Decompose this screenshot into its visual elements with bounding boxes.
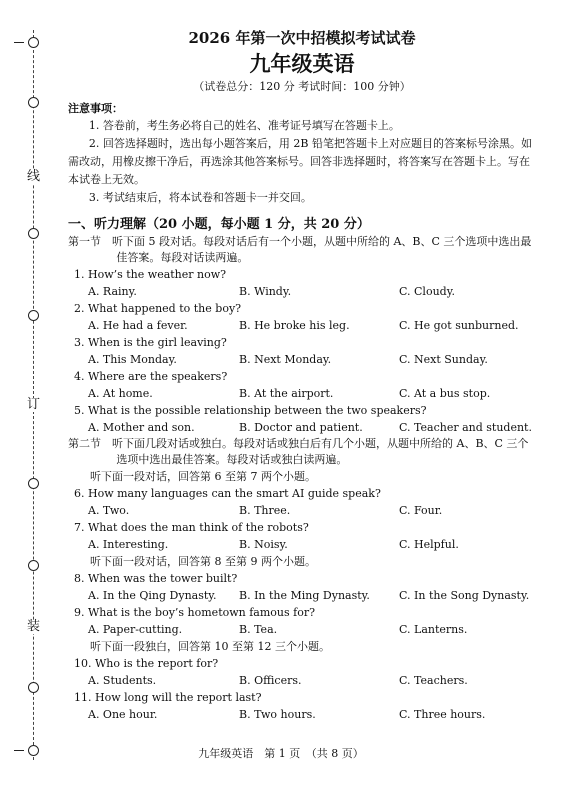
option-c: C. Lanterns. <box>399 623 468 636</box>
option-c: C. Four. <box>399 504 443 517</box>
question-options <box>68 706 536 723</box>
question-options <box>68 621 536 638</box>
option-b: B. Officers. <box>239 674 302 687</box>
option-a: A. Mother and son. <box>88 421 195 434</box>
option-b: B. Two hours. <box>239 708 316 721</box>
question-stem: 5. What is the possible relationship between the two speakers? <box>74 404 427 417</box>
option-b: B. Next Monday. <box>239 353 332 366</box>
option-c: C. Teachers. <box>399 674 468 687</box>
notice-heading: 注意事项： <box>68 102 123 115</box>
question-group <box>68 655 536 723</box>
question-options <box>68 419 536 436</box>
part-instruction: 第一节 听下面 5 段对话。每段对话后有一个小题，从题中所给的 A、B、C 三个选项中选出最佳答案。每段对话读两遍。 <box>68 235 532 264</box>
option-c: C. He got sunburned. <box>399 319 519 332</box>
page-footer: 九年级英语 第 1 页 （共 8 页） <box>198 747 364 760</box>
option-c: C. Cloudy. <box>399 285 455 298</box>
option-a: A. This Monday. <box>88 353 177 366</box>
binding-hole <box>28 682 39 693</box>
option-a: A. At home. <box>88 387 153 400</box>
exam-page <box>68 28 536 723</box>
binding-label: 订 <box>27 397 41 412</box>
question-group <box>68 570 536 638</box>
question-stem: 4. Where are the speakers? <box>74 370 228 383</box>
option-c: C. At a bus stop. <box>399 387 491 400</box>
question-stem: 2. What happened to the boy? <box>74 302 242 315</box>
question-options <box>68 283 536 300</box>
question-stem: 7. What does the man think of the robots? <box>74 521 309 534</box>
option-a: A. Rainy. <box>88 285 137 298</box>
option-c: C. Helpful. <box>399 538 459 551</box>
option-b: B. Three. <box>239 504 291 517</box>
notice-item: 3. 考试结束后，将本试卷和答题卡一并交回。 <box>88 191 312 204</box>
question-stem: 3. When is the girl leaving? <box>74 336 227 349</box>
exam-title: 2026 年第一次中招模拟考试试卷 <box>188 29 416 47</box>
question-options <box>68 672 536 689</box>
question-stem: 10. Who is the report for? <box>74 657 219 670</box>
binding-label: 装 <box>27 619 41 634</box>
notice-item: 2. 回答选择题时，选出每小题答案后，用 2B 铅笔把答题卡上对应题目的答案标号涂黑。如需改动，用橡皮擦干净后，再选涂其他答案标号。回答非选择题时，将答案写在答题卡上。写在本试卷上无效。 <box>68 137 532 186</box>
option-b: B. In the Ming Dynasty. <box>239 589 370 602</box>
option-c: C. Next Sunday. <box>399 353 488 366</box>
binding-hole <box>28 478 39 489</box>
question-options <box>68 502 536 519</box>
option-a: A. Paper-cutting. <box>88 623 183 636</box>
sub-instruction: 听下面一段对话，回答第 8 至第 9 两个小题。 <box>90 555 316 568</box>
option-a: A. Two. <box>88 504 130 517</box>
question-options <box>68 385 536 402</box>
binding-hole <box>28 37 39 48</box>
subject-title: 九年级英语 <box>249 51 355 76</box>
exam-info: （试卷总分：120 分 考试时间：100 分钟） <box>193 80 411 93</box>
question-stem: 9. What is the boy’s hometown famous for? <box>74 606 315 619</box>
option-b: B. Doctor and patient. <box>239 421 363 434</box>
option-a: A. Students. <box>88 674 157 687</box>
sub-instruction: 听下面一段对话，回答第 6 至第 7 两个小题。 <box>90 470 316 483</box>
question-options <box>68 351 536 368</box>
question-options <box>68 536 536 553</box>
binding-hole <box>28 310 39 321</box>
question-options <box>68 587 536 604</box>
binding-tick <box>14 42 24 43</box>
question-group <box>68 266 536 436</box>
option-b: B. He broke his leg. <box>239 319 350 332</box>
option-b: B. Windy. <box>239 285 292 298</box>
option-a: A. Interesting. <box>88 538 169 551</box>
section-heading: 一、听力理解（20 小题，每小题 1 分，共 20 分） <box>68 217 370 232</box>
question-options <box>68 317 536 334</box>
option-a: A. One hour. <box>88 708 158 721</box>
option-a: A. He had a fever. <box>88 319 188 332</box>
option-c: C. Teacher and student. <box>399 421 532 434</box>
binding-label: 线 <box>27 169 41 184</box>
sub-instruction: 听下面一段独白，回答第 10 至第 12 三个小题。 <box>90 640 330 653</box>
option-a: A. In the Qing Dynasty. <box>88 589 217 602</box>
option-b: B. At the airport. <box>239 387 334 400</box>
question-stem: 11. How long will the report last? <box>74 691 262 704</box>
notice-item: 1. 答卷前，考生务必将自己的姓名、准考证号填写在答题卡上。 <box>88 119 400 132</box>
option-b: B. Noisy. <box>239 538 288 551</box>
binding-hole <box>28 560 39 571</box>
part-instruction: 第二节 听下面几段对话或独白。每段对话或独白后有几个小题，从题中所给的 A、B、C 三个选项中选出最佳答案。每段对话或独白读两遍。 <box>68 437 529 466</box>
question-stem: 1. How’s the weather now? <box>74 268 227 281</box>
option-c: C. Three hours. <box>399 708 486 721</box>
option-c: C. In the Song Dynasty. <box>399 589 530 602</box>
binding-hole <box>28 97 39 108</box>
question-group <box>68 485 536 553</box>
question-stem: 8. When was the tower built? <box>74 572 238 585</box>
binding-hole <box>28 228 39 239</box>
option-b: B. Tea. <box>239 623 278 636</box>
binding-line <box>33 30 34 760</box>
question-stem: 6. How many languages can the smart AI guide speak? <box>74 487 381 500</box>
